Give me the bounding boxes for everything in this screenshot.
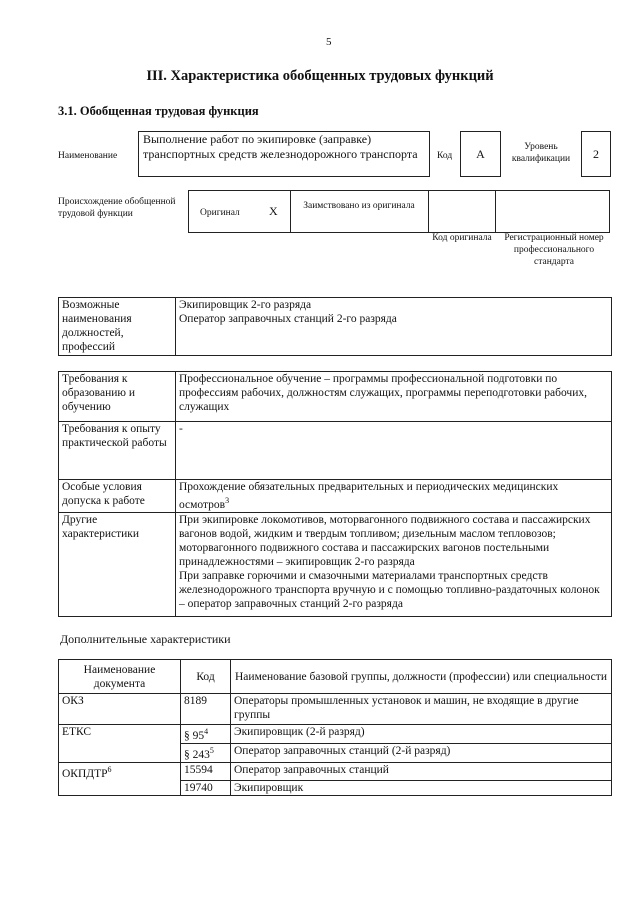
code-label: Код: [437, 151, 453, 161]
admission-label: Особые условия допуска к работе: [59, 480, 176, 513]
code-value: A: [476, 147, 485, 161]
table-row: [59, 762, 612, 780]
other-label: Другие характеристики: [59, 513, 176, 617]
origin-label: Происхождение обобщенной трудовой функции: [58, 197, 176, 219]
table-row: [59, 743, 612, 762]
doc-cell: [59, 780, 181, 795]
additional-table: [58, 659, 612, 796]
code-text: § 95: [184, 729, 205, 742]
level-value: 2: [593, 147, 599, 161]
level-box: [581, 131, 611, 177]
education-value: Профессиональное обучение – программы профессиональной подготовки по профессиям рабочих, должностям служащих, программы переподготовки рабочих, служащих: [176, 372, 612, 422]
positions-values: [176, 298, 612, 356]
footnote-mark: 3: [225, 496, 230, 505]
table-row: [59, 780, 612, 795]
doc-sup: 6: [107, 764, 112, 774]
code-box: [460, 131, 501, 177]
position-item: Экипировщик 2-го разряда: [179, 299, 312, 311]
table-row: [59, 725, 612, 744]
code-cell: [181, 762, 231, 780]
function-name: Выполнение работ по экипировке (заправке) транспортных средств железнодорожного транспорта: [143, 132, 418, 161]
function-name-box: [138, 131, 430, 177]
positions-label: Возможные наименования должностей, профессий: [59, 298, 176, 356]
doc-name: ОКПДТР: [62, 767, 108, 780]
section-title: III. Характеристика обобщенных трудовых функций: [146, 68, 494, 84]
borrowed-label: Заимствовано из оригинала: [303, 201, 415, 211]
code-cell: [181, 780, 231, 795]
code-text: 15594: [184, 763, 213, 776]
code-cell: [181, 743, 231, 762]
doc-name: ОКЗ: [62, 695, 84, 707]
code-sup: 5: [209, 745, 214, 755]
positions-table: [58, 297, 612, 356]
other-cell: [176, 513, 612, 617]
other-value-1: При экипировке локомотивов, моторвагонного подвижного состава и пассажирских вагонов водой, жидким и твердым топливом; дизельным маслом тепловозов; моторвагонного подвижного состава и пассажирских вагонов постельными принадлежностями – экипировщик 2-го разряда: [179, 514, 591, 568]
experience-value: -: [176, 422, 612, 480]
divider: [290, 190, 291, 233]
doc-cell: [59, 762, 181, 780]
position-item: Оператор заправочных станций 2-го разряда: [179, 313, 397, 325]
col-header-document: Наименование документа: [59, 660, 181, 694]
name-cell: Операторы промышленных установок и машин, не входящие в другие группы: [231, 694, 612, 725]
code-original-caption: Код оригинала: [432, 233, 492, 243]
divider: [428, 190, 429, 233]
education-label: Требования к образованию и обучению: [59, 372, 176, 422]
doc-cell: [59, 725, 181, 744]
code-sup: 4: [204, 727, 209, 736]
code-text: § 243: [184, 748, 210, 761]
code-text: 8189: [184, 695, 207, 707]
name-cell: Экипировщик (2-й разряд): [231, 725, 612, 744]
level-label: Уровень квалификации: [511, 142, 571, 164]
table-row: [59, 694, 612, 725]
doc-cell: [59, 743, 181, 762]
original-label: Оригинал: [200, 208, 240, 218]
name-cell: Оператор заправочных станций: [231, 762, 612, 780]
original-mark: X: [269, 204, 278, 218]
doc-cell: [59, 694, 181, 725]
page-number: 5: [326, 36, 332, 48]
additional-title: Дополнительные характеристики: [60, 632, 231, 646]
other-value-2: При заправке горючими и смазочными материалами транспортных средств железнодорожного транспорта вручную и с помощью топливно-раздаточных колонок – оператор заправочных станций 2-го разряда: [179, 570, 600, 610]
col-header-code: Код: [181, 660, 231, 694]
code-cell: [181, 694, 231, 725]
experience-label: Требования к опыту практической работы: [59, 422, 176, 480]
subsection-title: 3.1. Обобщенная трудовая функция: [58, 104, 259, 118]
admission-cell: [176, 480, 612, 513]
code-text: 19740: [184, 781, 213, 794]
name-cell: Оператор заправочных станций (2-й разряд): [231, 743, 612, 762]
col-header-name: Наименование базовой группы, должности (профессии) или специальности: [231, 660, 612, 694]
requirements-table: [58, 371, 612, 617]
admission-value: Прохождение обязательных предварительных и периодических медицинских осмотров: [179, 481, 559, 511]
reg-number-caption: Регистрационный номер профессионального стандарта: [504, 233, 604, 267]
name-label: Наименование: [58, 151, 118, 161]
divider: [495, 190, 496, 233]
doc-name: ЕТКС: [62, 726, 92, 738]
name-cell: Экипировщик: [231, 780, 612, 795]
code-cell: [181, 725, 231, 744]
